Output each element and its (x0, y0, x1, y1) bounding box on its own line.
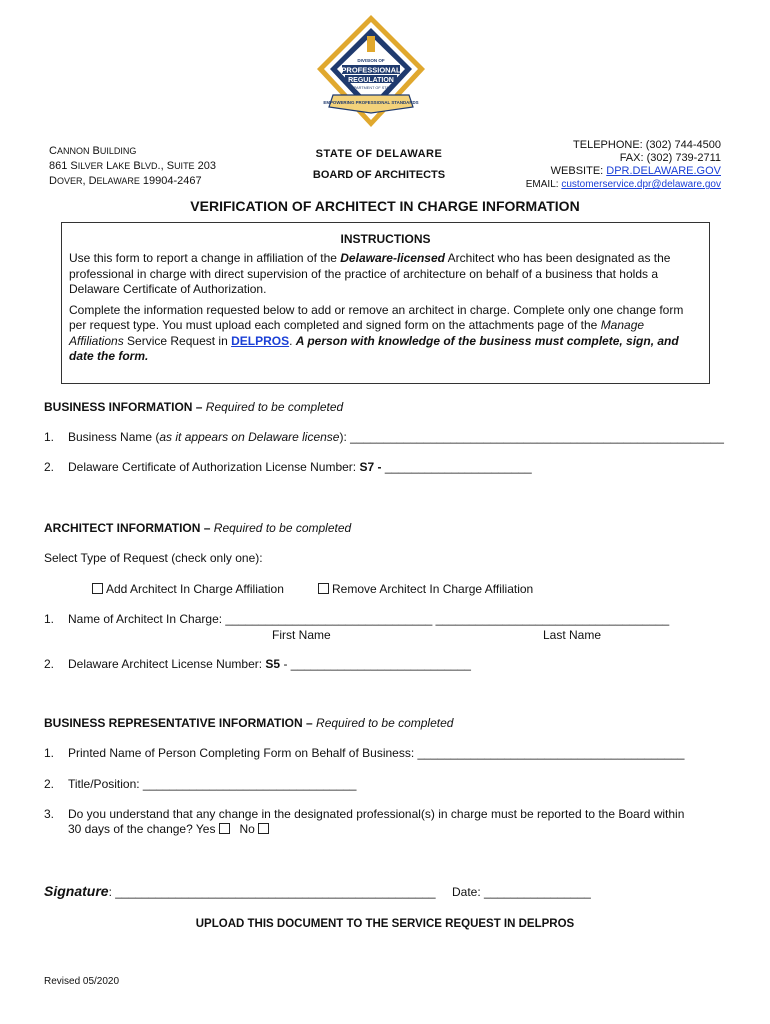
svg-text:REGULATION: REGULATION (348, 76, 394, 84)
address-block (49, 144, 216, 189)
architect-info-heading: ARCHITECT INFORMATION – Required to be completed (44, 521, 352, 535)
email-line: EMAIL: customerservice.dpr@delaware.gov (525, 179, 721, 190)
understand-question-row: 3. Do you understand that any change in the designated professional(s) in charge must be reported to the Board within (44, 807, 685, 821)
address-line-3: DOVER, DELAWARE 19904-2467 (49, 175, 202, 187)
website-link[interactable]: DPR.DELAWARE.GOV (606, 165, 721, 177)
coa-license-row: 2. Delaware Certificate of Authorization License Number: S7 - ______________________ (44, 460, 532, 474)
delpros-link[interactable]: DELPROS (231, 333, 290, 348)
signature-row (44, 883, 436, 899)
instructions-paragraph-1: Use this form to report a change in affiliation of the Delaware-licensed Architect who has been designated as the professional in charge with direct supervision of the practice of architecture on behalf of a business that holds a Delaware Certificate of Authorization. (69, 251, 671, 296)
fax: FAX: (302) 739-2711 (619, 152, 721, 164)
signature-label: Signature (44, 883, 109, 899)
address-line-1: CANNON BUILDING (49, 145, 137, 157)
architect-license-row: 2. Delaware Architect License Number: S5 - ___________________________ (44, 657, 471, 671)
last-name-caption: Last Name (543, 628, 602, 642)
email-link[interactable]: customerservice.dpr@delaware.gov (561, 179, 721, 190)
date-field[interactable]: Date: ________________ (452, 885, 591, 899)
architect-name-field[interactable]: Name of Architect In Charge: _______________________________ ___________________________________ (68, 612, 670, 626)
revised-date: Revised 05/2020 (44, 976, 120, 987)
business-name-field[interactable]: ): ________________________________________________________ (339, 430, 724, 444)
remove-affiliation-option[interactable]: Remove Architect In Charge Affiliation (318, 582, 533, 596)
add-affiliation-option[interactable]: Add Architect In Charge Affiliation (92, 582, 284, 596)
board-heading: BOARD OF ARCHITECTS (312, 169, 446, 181)
form-title: VERIFICATION OF ARCHITECT IN CHARGE INFORMATION (190, 198, 580, 214)
printed-name-row: 1. Printed Name of Person Completing Form on Behalf of Business: ________________________________________ (44, 746, 685, 760)
svg-text:PROFESSIONAL: PROFESSIONAL (341, 65, 401, 75)
understand-answer-row: 30 days of the change? Yes No (68, 822, 272, 836)
svg-text:DEPARTMENT OF STATE: DEPARTMENT OF STATE (348, 86, 394, 90)
svg-text:DIVISION OF: DIVISION OF (357, 58, 385, 63)
yes-checkbox[interactable] (219, 823, 230, 834)
business-name-row: 1. Business Name (as it appears on Delaware license): ________________________________________________________ (44, 430, 724, 444)
telephone: TELEPHONE: (302) 744-4500 (573, 139, 721, 151)
architect-name-row: 1. Name of Architect In Charge: _______________________________ ___________________________________ (44, 612, 670, 626)
business-info-heading: BUSINESS INFORMATION – Required to be completed (44, 400, 344, 414)
title-position-row: 2. Title/Position: ________________________________ (44, 777, 357, 791)
request-type-label: Select Type of Request (check only one): (44, 551, 263, 565)
state-heading: STATE OF DELAWARE (315, 148, 443, 160)
remove-affiliation-checkbox[interactable] (318, 583, 329, 594)
title-position-field[interactable]: Title/Position: ________________________________ (68, 777, 357, 791)
division-logo (313, 12, 429, 132)
website-line: WEBSITE: DPR.DELAWARE.GOV (550, 165, 721, 177)
instructions-paragraph-2: Complete the information requested below to add or remove an architect in charge. Complete only one change form per request type. You must upload each completed and signed form on the attachments page of the Manage Affiliations Service Request in DELPROS. A person with knowledge of the business must complete, sign, and date the form. (69, 302, 684, 363)
add-affiliation-checkbox[interactable] (92, 583, 103, 594)
representative-info-heading: BUSINESS REPRESENTATIVE INFORMATION – Required to be completed (44, 716, 454, 730)
no-checkbox[interactable] (258, 823, 269, 834)
upload-notice: UPLOAD THIS DOCUMENT TO THE SERVICE REQUEST IN DELPROS (195, 918, 575, 930)
coa-license-field[interactable]: ______________________ (381, 460, 532, 474)
address-line-2: 861 SILVER LAKE BLVD., SUITE 203 (49, 160, 216, 172)
contact-block (461, 139, 721, 191)
printed-name-field[interactable]: Printed Name of Person Completing Form on Behalf of Business: ________________________________________ (68, 746, 685, 760)
svg-text:EMPOWERING PROFESSIONAL STANDA: EMPOWERING PROFESSIONAL STANDARDS (323, 100, 419, 105)
signature-field[interactable]: : ________________________________________________ (108, 885, 436, 899)
instructions-heading: INSTRUCTIONS (340, 232, 431, 246)
first-name-caption: First Name (272, 628, 331, 642)
instructions-box (61, 222, 710, 384)
architect-license-field[interactable]: - ___________________________ (280, 657, 471, 671)
